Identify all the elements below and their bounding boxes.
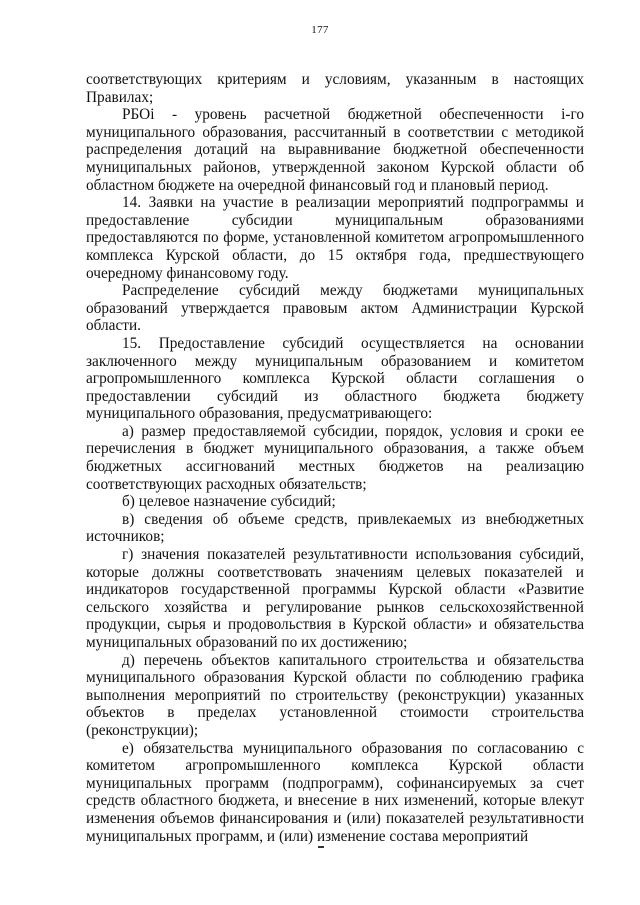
- paragraph-rbo-definition: РБОi - уровень расчетной бюджетной обеспеченности i-го муниципального образования, рассчитанный в соответствии с методикой распределения дотаций на выравнивание бюджетной обеспеченности муниципальных районов, утвержденной законом Курской области об областном бюджете на очередной финансовый год и плановый период.: [86, 106, 584, 194]
- page-body: [86, 71, 584, 845]
- paragraph-14-applications: 14. Заявки на участие в реализации мероприятий подпрограммы и предоставление субсидии муниципальным образованиями предоставляются по форме, установленной комитетом агропромышленного комплекса Курской области, до 15 октября года, предшествующего очередному финансовому году.: [86, 194, 584, 282]
- list-item-g: г) значения показателей результативности использования субсидий, которые должны соответствовать значениям целевых показателей и индикаторов государственной программы Курской области «Развитие сельского хозяйства и регулирование рынков сельскохозяйственной продукции, сырья и продовольствия в Курской области» и обязательства муниципальных образований по их достижению;: [86, 546, 584, 651]
- paragraph-distribution: Распределение субсидий между бюджетами муниципальных образований утверждается правовым актом Администрации Курской области.: [86, 282, 584, 335]
- paragraph-15-agreement: 15. Предоставление субсидий осуществляется на основании заключенного между муниципальным образованием и комитетом агропромышленного комплекса Курской области соглашения о предоставлении субсидий из областного бюджета бюджету муниципального образования, предусматривающего:: [86, 334, 584, 423]
- list-item-v: в) сведения об объеме средств, привлекаемых из внебюджетных источников;: [86, 510, 584, 546]
- page-number: 177: [311, 24, 329, 36]
- list-item-e: е) обязательства муниципального образования по согласованию с комитетом агропромышленного комплекса Курской области муниципальных программ (подпрограмм), софинансируемых за счет средств областного бюджета, и внесение в них изменений, которые влекут изменения объемов финансирования и (или) показателей результативности муниципальных программ, и (или) изменение состава мероприятий: [86, 739, 584, 845]
- list-item-b: б) целевое назначение субсидий;: [122, 493, 336, 511]
- list-item-d: д) перечень объектов капитального строительства и обязательства муниципального образования Курской области по соблюдению графика выполнения мероприятий по строительству (реконструкции) указанных объектов в пределах установленной стоимости строительства (реконструкции);: [86, 651, 584, 739]
- list-item-a: а) размер предоставляемой субсидии, порядок, условия и сроки ее перечисления в бюджет муниципального образования, а также объем бюджетных ассигнований местных бюджетов на реализацию соответствующих расходных обязательств;: [86, 422, 584, 493]
- paragraph-criteria: соответствующих критериям и условиям, указанным в настоящих Правилах;: [86, 71, 584, 106]
- scan-mark: [318, 846, 324, 848]
